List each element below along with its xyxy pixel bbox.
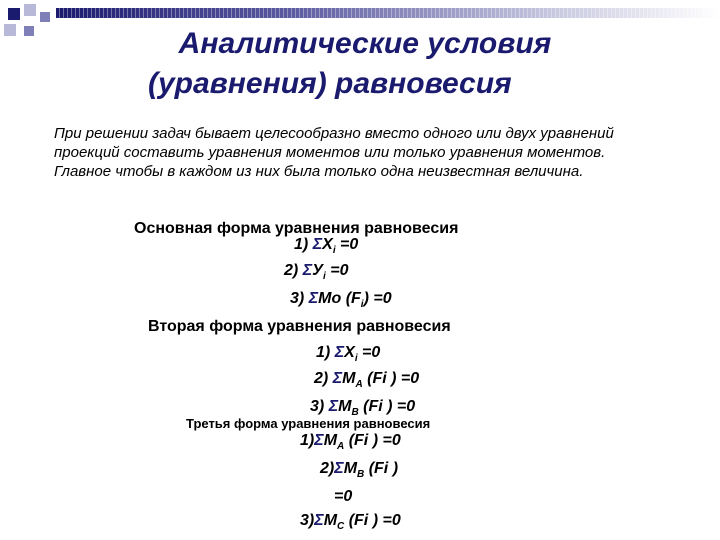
sigma-symbol: Σ xyxy=(314,432,324,449)
form3-equation-2-continued: =0 xyxy=(334,488,353,505)
header-band xyxy=(56,8,720,18)
sigma-symbol: Σ xyxy=(308,290,319,307)
form3-equation-1: $1)\Sigma M_A$ (Fi ) =0 xyxy=(300,432,401,453)
intro-paragraph: При решении задач бывает целесообразно вместо одного или двух уравнений проекций составить уравнения моментов или только уравнения моментов. Главное чтобы в каждом из них была только одна неизвестная величина. xyxy=(54,125,614,180)
form3-heading: Третья форма уравнения равновесия xyxy=(186,416,431,431)
sigma-symbol: Σ xyxy=(314,512,324,529)
form2-equation-1: 1) $\Sigma X_i =0$ xyxy=(316,344,381,365)
sigma-symbol: Σ xyxy=(312,236,323,253)
form2-equation-3: 3) $\Sigma M_B$ (Fi ) =0 xyxy=(310,398,416,419)
corner-square xyxy=(4,24,16,36)
corner-square xyxy=(24,26,34,36)
form2-heading: Вторая форма уравнения равновесия xyxy=(148,318,451,335)
title-line-2: (уравнения) равновесия xyxy=(148,67,512,100)
form3-equation-3: $3)\Sigma M_C$ (Fi ) =0 xyxy=(300,512,401,533)
corner-square xyxy=(40,12,50,22)
form2-equation-2: 2) $\Sigma M_A$ (Fi ) =0 xyxy=(314,370,420,391)
form1-equation-3: 3) ΣMo $(F_i) =0$ xyxy=(290,290,392,311)
sigma-symbol: Σ xyxy=(334,460,344,477)
slide-title xyxy=(130,24,600,104)
sigma-symbol: Σ xyxy=(302,262,313,279)
sigma-symbol: Σ xyxy=(332,370,343,387)
corner-square xyxy=(24,4,36,16)
form3-equation-2: $2)\Sigma M_B$ (Fi ) xyxy=(320,460,399,481)
form1-equation-2: 2) $\Sigma У_i =0$ xyxy=(284,262,349,283)
form1-equation-1: 1) $\Sigma X_i =0$ xyxy=(294,236,359,257)
sigma-symbol: Σ xyxy=(334,344,345,361)
title-line-1: Аналитические условия xyxy=(178,27,552,60)
corner-square xyxy=(8,8,20,20)
sigma-symbol: Σ xyxy=(328,398,339,415)
form1-heading: Основная форма уравнения равновесия xyxy=(134,220,459,237)
